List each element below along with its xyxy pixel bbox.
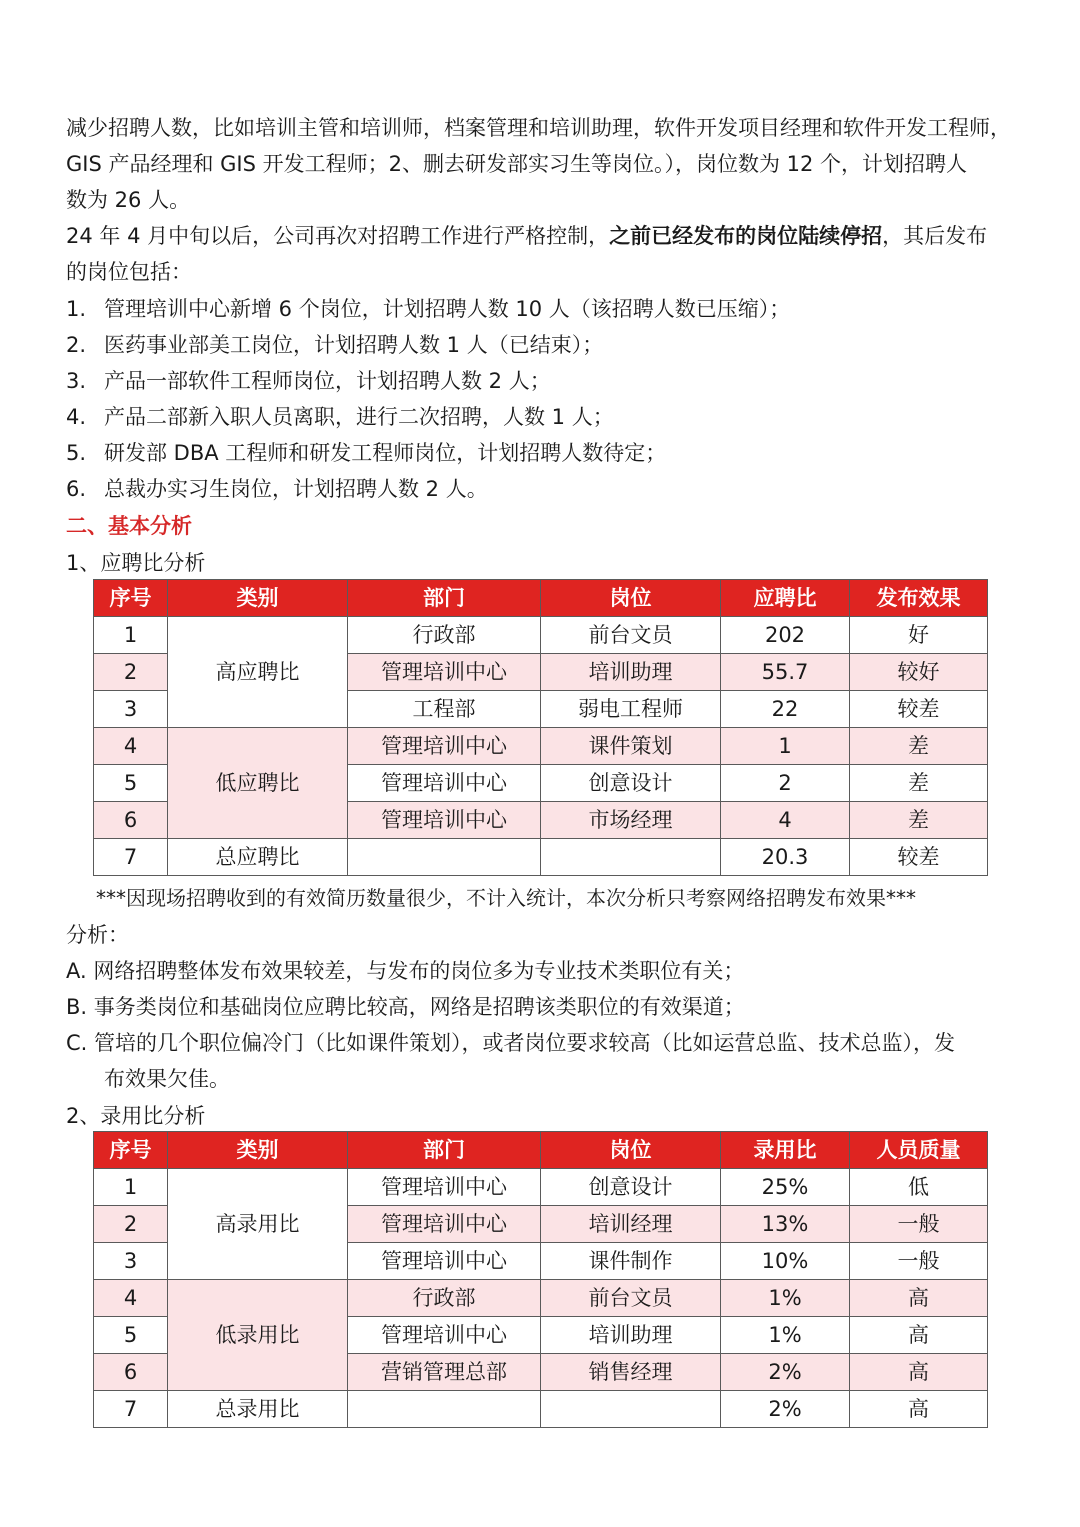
list-number: 4. [66, 405, 87, 429]
cell-no: 6 [94, 802, 168, 839]
cell-ratio: 20.3 [721, 839, 850, 876]
cell-quality: 一般 [850, 1243, 988, 1280]
list-number: 5. [66, 441, 87, 465]
paragraph-line: 数为 26 人。 [66, 188, 191, 212]
list-text: 研发部 DBA 工程师和研发工程师岗位，计划招聘人数待定； [104, 441, 667, 465]
cell-ratio: 1% [721, 1317, 850, 1354]
cell-post: 销售经理 [541, 1354, 721, 1391]
cell-post [541, 1391, 721, 1428]
header-cell: 类别 [168, 1132, 348, 1169]
cell-effect: 差 [850, 802, 988, 839]
analysis-item-continued: 布效果欠佳。 [104, 1067, 230, 1091]
cell-dept: 行政部 [348, 1280, 541, 1317]
paragraph-line [66, 221, 1026, 251]
cell-category: 高应聘比 [168, 617, 348, 728]
cell-effect: 较差 [850, 839, 988, 876]
table-header-row [94, 580, 988, 617]
cell-ratio: 2% [721, 1391, 850, 1428]
cell-quality: 低 [850, 1169, 988, 1206]
cell-post: 前台文员 [541, 617, 721, 654]
table-row [94, 1169, 988, 1206]
cell-category: 高录用比 [168, 1169, 348, 1280]
list-item [66, 438, 1026, 468]
cell-ratio: 2% [721, 1354, 850, 1391]
paragraph-line: 减少招聘人数，比如培训主管和培训师，档案管理和培训助理，软件开发项目经理和软件开发工程师， [66, 116, 1011, 140]
paragraph-line: GIS 产品经理和 GIS 开发工程师；2、删去研发部实习生等岗位。），岗位数为 12 个，计划招聘人 [66, 152, 968, 176]
analysis-item: A. 网络招聘整体发布效果较差，与发布的岗位多为专业技术类职位有关； [66, 959, 745, 983]
list-item [66, 294, 1026, 324]
cell-no: 7 [94, 839, 168, 876]
cell-effect: 较好 [850, 654, 988, 691]
table-row [94, 1280, 988, 1317]
cell-no: 3 [94, 1243, 168, 1280]
table-row [94, 728, 988, 765]
cell-quality: 高 [850, 1317, 988, 1354]
cell-quality: 高 [850, 1391, 988, 1428]
header-cell: 序号 [94, 1132, 168, 1169]
cell-no: 1 [94, 617, 168, 654]
cell-no: 4 [94, 1280, 168, 1317]
cell-post: 创意设计 [541, 1169, 721, 1206]
cell-quality: 高 [850, 1354, 988, 1391]
list-text: 总裁办实习生岗位，计划招聘人数 2 人。 [104, 477, 488, 501]
cell-no: 4 [94, 728, 168, 765]
list-item [66, 474, 1026, 504]
cell-effect: 较差 [850, 691, 988, 728]
header-cell: 岗位 [541, 580, 721, 617]
list-number: 1. [66, 297, 87, 321]
cell-dept: 营销管理总部 [348, 1354, 541, 1391]
cell-no: 5 [94, 765, 168, 802]
footnote: ***因现场招聘收到的有效简历数量很少，不计入统计，本次分析只考察网络招聘发布效果*** [96, 886, 916, 910]
cell-ratio: 2 [721, 765, 850, 802]
paragraph-text: 24 年 4 月中旬以后，公司再次对招聘工作进行严格控制， [66, 224, 610, 248]
cell-dept [348, 839, 541, 876]
cell-quality: 高 [850, 1280, 988, 1317]
analysis-label: 分析： [66, 923, 129, 947]
cell-dept: 管理培训中心 [348, 1169, 541, 1206]
cell-no: 1 [94, 1169, 168, 1206]
cell-category: 总录用比 [168, 1391, 348, 1428]
cell-category: 低应聘比 [168, 728, 348, 839]
cell-ratio: 10% [721, 1243, 850, 1280]
header-cell: 序号 [94, 580, 168, 617]
cell-post: 创意设计 [541, 765, 721, 802]
list-item [66, 366, 1026, 396]
cell-ratio: 1% [721, 1280, 850, 1317]
cell-post: 市场经理 [541, 802, 721, 839]
list-text: 管理培训中心新增 6 个岗位，计划招聘人数 10 人（该招聘人数已压缩）； [104, 297, 791, 321]
header-cell: 部门 [348, 1132, 541, 1169]
cell-no: 2 [94, 654, 168, 691]
cell-dept: 工程部 [348, 691, 541, 728]
header-cell: 应聘比 [721, 580, 850, 617]
table-row-total [94, 839, 988, 876]
hire-ratio-table [93, 1131, 988, 1428]
list-text: 产品一部软件工程师岗位，计划招聘人数 2 人； [104, 369, 551, 393]
subsection-heading: 2、录用比分析 [66, 1104, 206, 1128]
section-heading: 二、基本分析 [66, 514, 192, 538]
header-cell: 发布效果 [850, 580, 988, 617]
header-cell: 录用比 [721, 1132, 850, 1169]
cell-no: 7 [94, 1391, 168, 1428]
bold-emphasis: 之前已经发布的岗位陆续停招 [609, 224, 883, 248]
cell-ratio: 202 [721, 617, 850, 654]
list-number: 6. [66, 477, 87, 501]
analysis-item: C. 管培的几个职位偏冷门（比如课件策划），或者岗位要求较高（比如运营总监、技术总监），发 [66, 1031, 956, 1055]
cell-post: 课件制作 [541, 1243, 721, 1280]
cell-dept: 行政部 [348, 617, 541, 654]
cell-category: 低录用比 [168, 1280, 348, 1391]
cell-post: 培训经理 [541, 1206, 721, 1243]
header-cell: 部门 [348, 580, 541, 617]
table-row [94, 617, 988, 654]
cell-no: 5 [94, 1317, 168, 1354]
cell-post: 前台文员 [541, 1280, 721, 1317]
cell-category: 总应聘比 [168, 839, 348, 876]
application-ratio-table [93, 579, 988, 876]
cell-dept [348, 1391, 541, 1428]
list-item [66, 330, 1026, 360]
list-text: 产品二部新入职人员离职，进行二次招聘，人数 1 人； [104, 405, 614, 429]
cell-ratio: 25% [721, 1169, 850, 1206]
cell-dept: 管理培训中心 [348, 654, 541, 691]
cell-dept: 管理培训中心 [348, 728, 541, 765]
cell-effect: 差 [850, 765, 988, 802]
paragraph-text: ，其后发布 [882, 224, 988, 248]
cell-quality: 一般 [850, 1206, 988, 1243]
cell-dept: 管理培训中心 [348, 802, 541, 839]
cell-effect: 好 [850, 617, 988, 654]
cell-post: 弱电工程师 [541, 691, 721, 728]
list-item [66, 402, 1026, 432]
header-cell: 人员质量 [850, 1132, 988, 1169]
cell-ratio: 1 [721, 728, 850, 765]
table-header-row [94, 1132, 988, 1169]
cell-ratio: 4 [721, 802, 850, 839]
cell-no: 2 [94, 1206, 168, 1243]
cell-ratio: 13% [721, 1206, 850, 1243]
list-text: 医药事业部美工岗位，计划招聘人数 1 人（已结束）； [104, 333, 604, 357]
paragraph-line: 的岗位包括： [66, 260, 192, 284]
list-number: 2. [66, 333, 87, 357]
cell-post [541, 839, 721, 876]
cell-dept: 管理培训中心 [348, 1317, 541, 1354]
cell-post: 培训助理 [541, 1317, 721, 1354]
cell-no: 3 [94, 691, 168, 728]
cell-ratio: 55.7 [721, 654, 850, 691]
cell-dept: 管理培训中心 [348, 1206, 541, 1243]
header-cell: 类别 [168, 580, 348, 617]
subsection-heading: 1、应聘比分析 [66, 551, 206, 575]
analysis-item: B. 事务类岗位和基础岗位应聘比较高，网络是招聘该类职位的有效渠道； [66, 995, 745, 1019]
list-number: 3. [66, 369, 87, 393]
cell-dept: 管理培训中心 [348, 765, 541, 802]
cell-dept: 管理培训中心 [348, 1243, 541, 1280]
header-cell: 岗位 [541, 1132, 721, 1169]
cell-effect: 差 [850, 728, 988, 765]
cell-post: 培训助理 [541, 654, 721, 691]
cell-no: 6 [94, 1354, 168, 1391]
cell-post: 课件策划 [541, 728, 721, 765]
table-row-total [94, 1391, 988, 1428]
cell-ratio: 22 [721, 691, 850, 728]
